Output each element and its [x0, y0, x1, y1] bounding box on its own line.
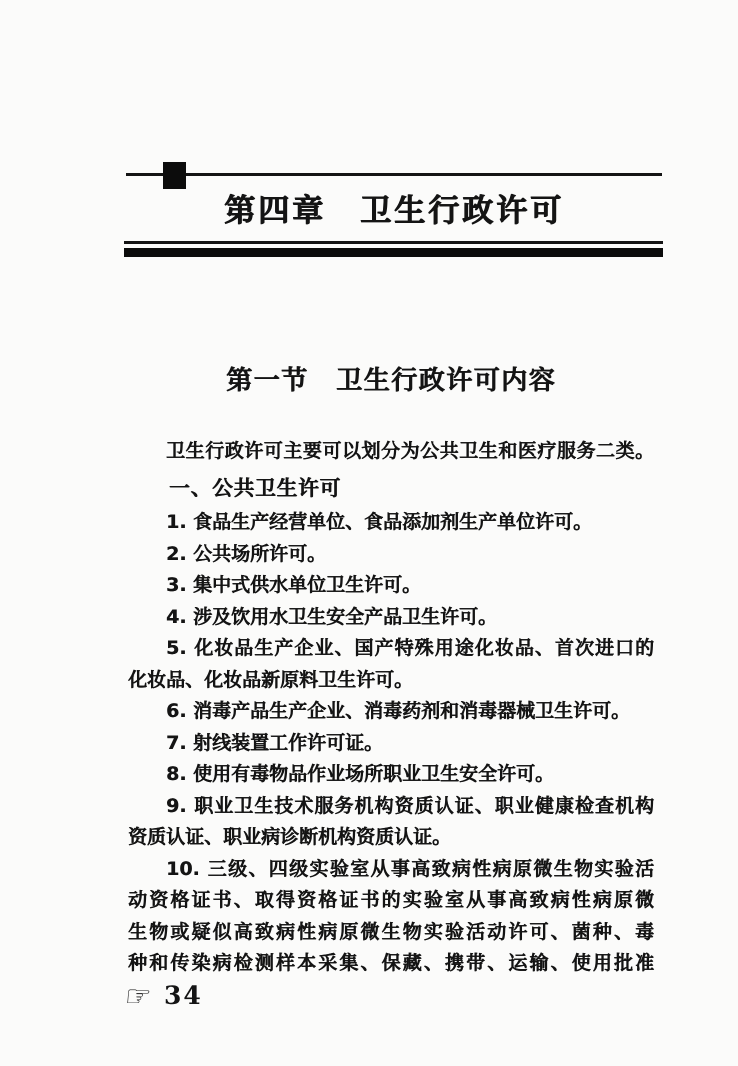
text-line: 动资格证书、取得资格证书的实验室从事高致病性病原微 — [128, 889, 654, 911]
black-square-ornament-icon — [163, 162, 186, 189]
chapter-header-bottom-rule — [124, 241, 663, 257]
text-line: 8. 使用有毒物品作业场所职业卫生安全许可。 — [166, 763, 555, 785]
pointing-hand-icon: ☞ — [122, 979, 154, 1013]
page-footer — [122, 979, 203, 1013]
bottom-rule-thick-line — [124, 248, 663, 257]
text-line: 1. 食品生产经营单位、食品添加剂生产单位许可。 — [166, 511, 593, 533]
text-line: 5. 化妆品生产企业、国产特殊用途化妆品、首次进口的 — [166, 637, 654, 659]
text-line: 种和传染病检测样本采集、保藏、携带、运输、使用批准 — [128, 952, 654, 974]
section-heading: 第一节 卫生行政许可内容 — [225, 366, 556, 396]
text-line: 卫生行政许可主要可以划分为公共卫生和医疗服务二类。 — [166, 440, 654, 462]
text-line: 6. 消毒产品生产企业、消毒药剂和消毒器械卫生许可。 — [166, 700, 631, 722]
text-line: 生物或疑似高致病性病原微生物实验活动许可、菌种、毒 — [128, 920, 654, 943]
text-line: 7. 射线装置工作许可证。 — [166, 731, 384, 754]
chapter-title: 第四章 卫生行政许可 — [224, 193, 564, 229]
text-line: 资质认证、职业病诊断机构资质认证。 — [128, 826, 452, 848]
text-line: 4. 涉及饮用水卫生安全产品卫生许可。 — [166, 605, 498, 628]
bottom-rule-thin-line — [124, 241, 663, 244]
text-line: 9. 职业卫生技术服务机构资质认证、职业健康检查机构 — [166, 794, 654, 817]
subsection-heading: 一、公共卫生许可 — [169, 475, 341, 500]
text-line: 化妆品、化妆品新原料卫生许可。 — [128, 668, 414, 691]
page-number: 34 — [164, 981, 203, 1010]
text-line: 2. 公共场所许可。 — [166, 542, 327, 565]
text-line: 3. 集中式供水单位卫生许可。 — [166, 574, 422, 596]
body-text — [128, 436, 654, 980]
text-line: 10. 三级、四级实验室从事高致病性病原微生物实验活 — [166, 857, 654, 880]
chapter-header-top-rule — [126, 173, 662, 176]
